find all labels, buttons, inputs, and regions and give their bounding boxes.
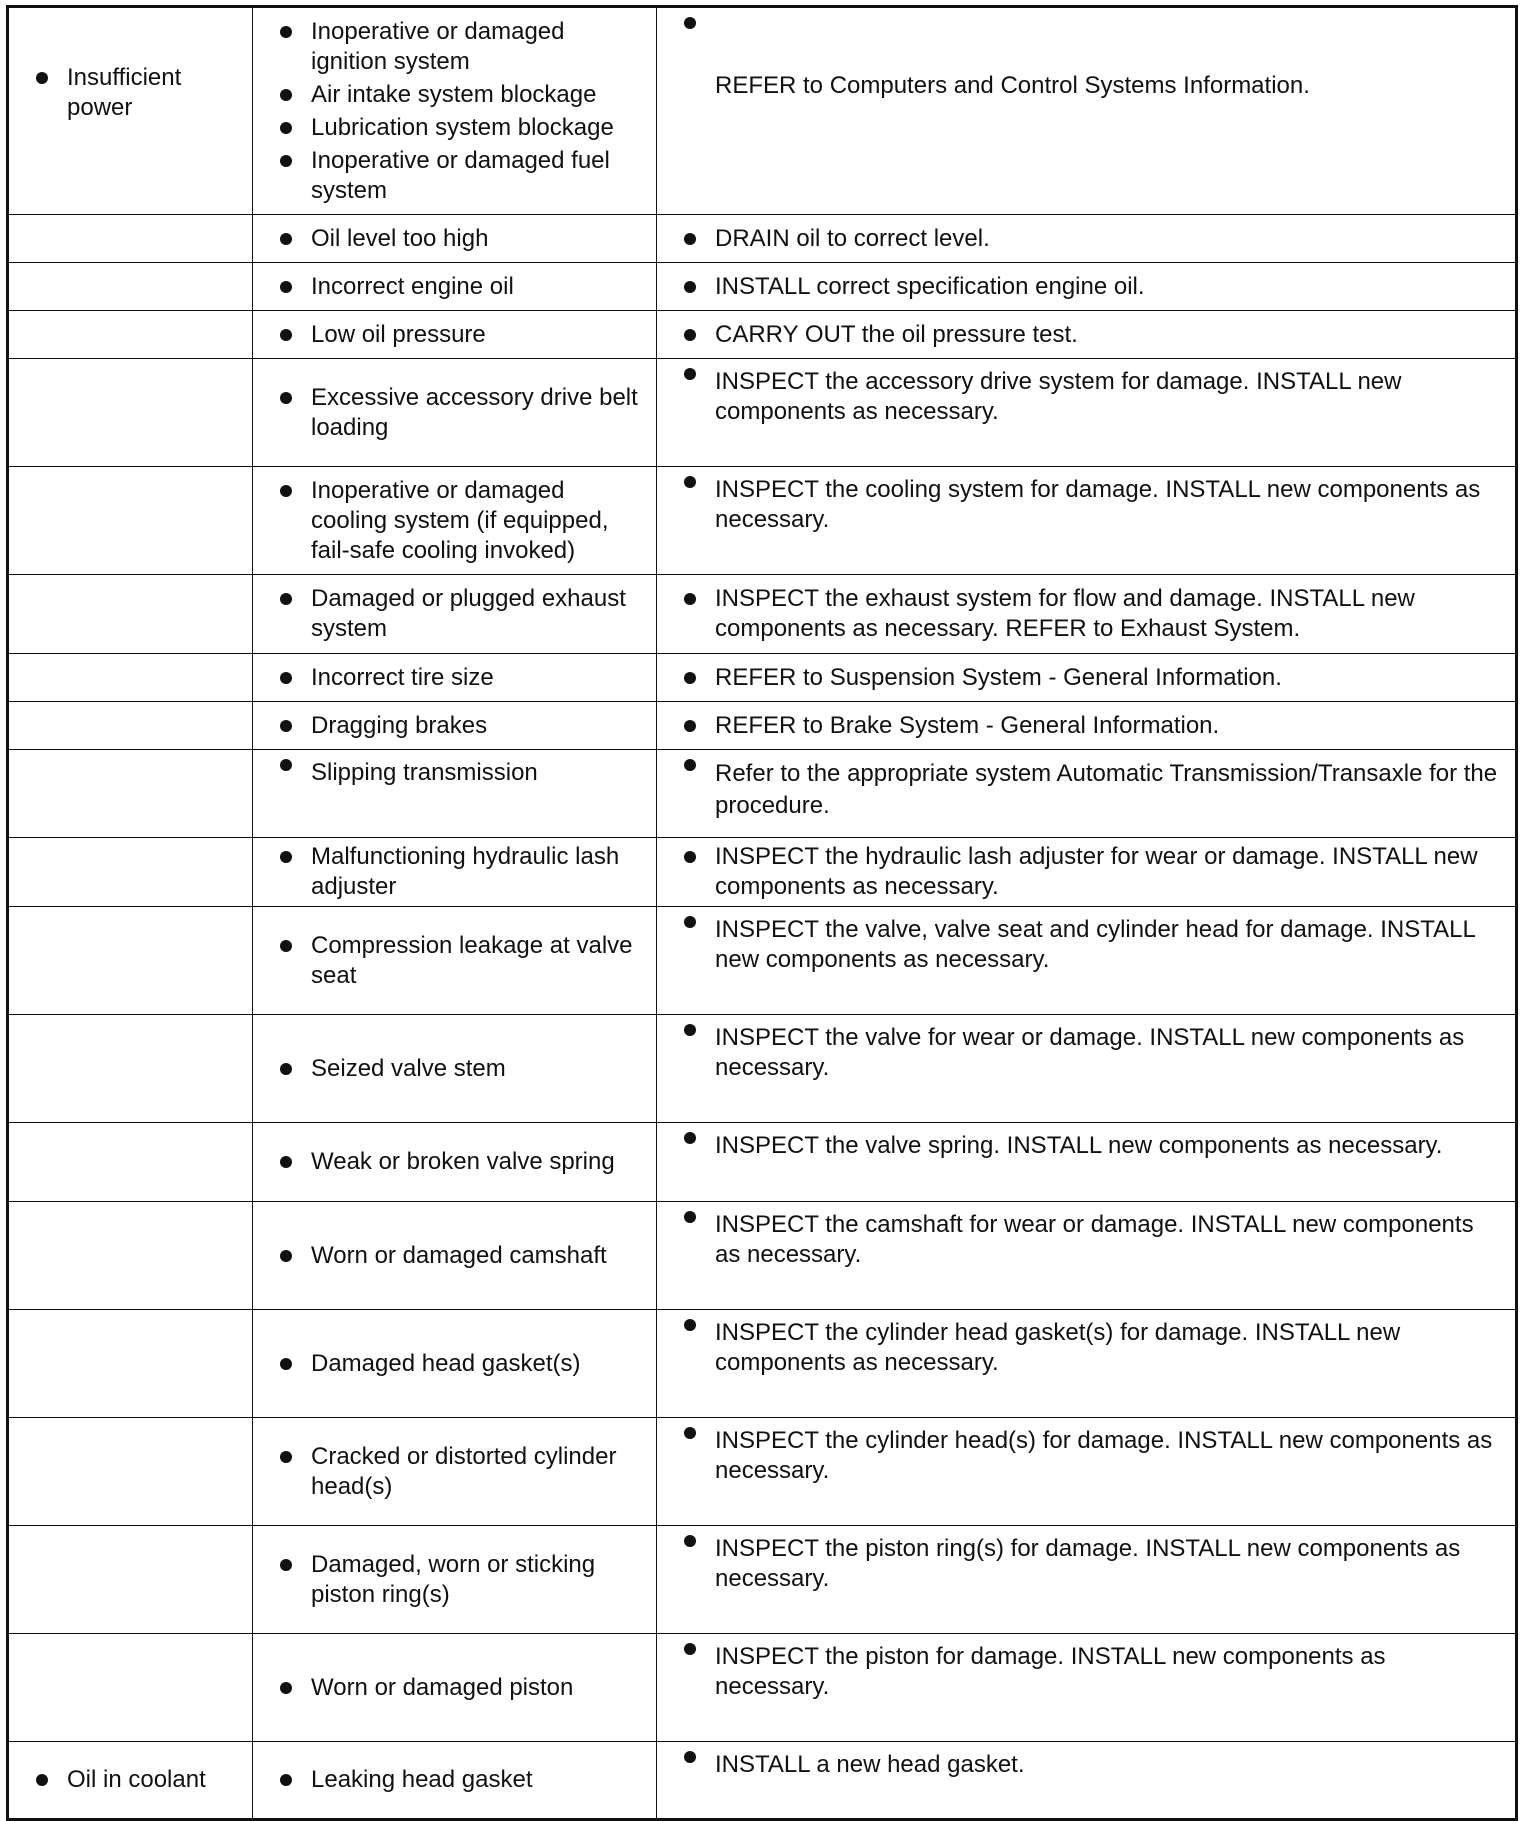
table-row — [8, 575, 1517, 654]
cause-cell — [253, 7, 657, 215]
condition-cell — [8, 750, 253, 838]
action-text: CARRY OUT the oil pressure test. — [657, 320, 1515, 350]
table-row — [8, 702, 1517, 750]
condition-cell — [8, 654, 253, 702]
cause-text: Inoperative or damaged ignition system — [253, 17, 656, 77]
condition-cell — [8, 359, 253, 467]
cause-cell — [253, 654, 657, 702]
table-row — [8, 1015, 1517, 1123]
table-row — [8, 750, 1517, 838]
condition-cell — [8, 1742, 253, 1820]
condition-cell — [8, 1418, 253, 1526]
cause-text: Weak or broken valve spring — [253, 1147, 656, 1177]
table-row — [8, 907, 1517, 1015]
action-cell — [657, 359, 1517, 467]
condition-cell — [8, 1202, 253, 1310]
cause-cell — [253, 263, 657, 311]
table-row — [8, 215, 1517, 263]
diagnosis-table — [6, 5, 1518, 1821]
action-cell — [657, 838, 1517, 907]
action-cell — [657, 263, 1517, 311]
condition-text: Insufficient power — [9, 63, 252, 123]
cause-cell — [253, 1310, 657, 1418]
condition-cell — [8, 263, 253, 311]
condition-cell — [8, 1310, 253, 1418]
condition-cell — [8, 1123, 253, 1202]
cause-text: Malfunctioning hydraulic lash adjuster — [253, 842, 656, 902]
cause-text: Inoperative or damaged cooling system (if equipped, fail-safe cooling invoked) — [253, 476, 656, 566]
condition-cell — [8, 575, 253, 654]
action-text: INSPECT the exhaust system for flow and damage. INSTALL new components as necessary. REFER to Exhaust System. — [657, 584, 1515, 644]
action-text: REFER to Suspension System - General Information. — [657, 663, 1515, 693]
table-row — [8, 311, 1517, 359]
table-row — [8, 1123, 1517, 1202]
action-text: INSPECT the piston ring(s) for damage. INSTALL new components as necessary. — [657, 1526, 1515, 1602]
cause-cell — [253, 1742, 657, 1820]
action-text: INSTALL correct specification engine oil. — [657, 272, 1515, 302]
action-cell — [657, 575, 1517, 654]
cause-cell — [253, 359, 657, 467]
table-row — [8, 1634, 1517, 1742]
action-text: INSPECT the valve spring. INSTALL new components as necessary. — [657, 1123, 1515, 1169]
action-text: INSPECT the cooling system for damage. INSTALL new components as necessary. — [657, 467, 1515, 543]
action-text: REFER to Computers and Control Systems Information. — [657, 8, 1515, 109]
cause-text: Damaged or plugged exhaust system — [253, 584, 656, 644]
action-cell — [657, 1418, 1517, 1526]
cause-text: Leaking head gasket — [253, 1765, 656, 1795]
action-text: INSPECT the valve for wear or damage. INSTALL new components as necessary. — [657, 1015, 1515, 1091]
cause-text: Seized valve stem — [253, 1054, 656, 1084]
cause-text: Excessive accessory drive belt loading — [253, 383, 656, 443]
cause-text: Worn or damaged camshaft — [253, 1241, 656, 1271]
cause-text: Incorrect tire size — [253, 663, 656, 693]
cause-text: Inoperative or damaged fuel system — [253, 146, 656, 206]
action-cell — [657, 1310, 1517, 1418]
cause-cell — [253, 1418, 657, 1526]
cause-text: Worn or damaged piston — [253, 1673, 656, 1703]
table-row — [8, 1526, 1517, 1634]
action-text: INSPECT the accessory drive system for damage. INSTALL new components as necessary. — [657, 359, 1515, 435]
table-row — [8, 263, 1517, 311]
action-cell — [657, 1123, 1517, 1202]
table-row — [8, 7, 1517, 215]
table-row — [8, 654, 1517, 702]
action-cell — [657, 1634, 1517, 1742]
condition-cell — [8, 1526, 253, 1634]
cause-cell — [253, 1123, 657, 1202]
condition-cell — [8, 838, 253, 907]
action-cell — [657, 1742, 1517, 1820]
condition-cell — [8, 7, 253, 215]
table-row — [8, 1202, 1517, 1310]
condition-cell — [8, 907, 253, 1015]
cause-cell — [253, 838, 657, 907]
condition-cell — [8, 215, 253, 263]
action-cell — [657, 750, 1517, 838]
action-text: INSPECT the cylinder head gasket(s) for damage. INSTALL new components as necessary. — [657, 1310, 1515, 1386]
cause-text: Damaged head gasket(s) — [253, 1349, 656, 1379]
table-row — [8, 1418, 1517, 1526]
cause-cell — [253, 1015, 657, 1123]
action-text: DRAIN oil to correct level. — [657, 224, 1515, 254]
action-cell — [657, 467, 1517, 575]
cause-text: Damaged, worn or sticking piston ring(s) — [253, 1550, 656, 1610]
cause-cell — [253, 702, 657, 750]
action-text: INSPECT the cylinder head(s) for damage. INSTALL new components as necessary. — [657, 1418, 1515, 1494]
table-row — [8, 1310, 1517, 1418]
condition-cell — [8, 311, 253, 359]
action-cell — [657, 654, 1517, 702]
table-row — [8, 359, 1517, 467]
cause-text: Cracked or distorted cylinder head(s) — [253, 1442, 656, 1502]
cause-text: Low oil pressure — [253, 320, 656, 350]
cause-text: Incorrect engine oil — [253, 272, 656, 302]
table-row — [8, 838, 1517, 907]
action-cell — [657, 1202, 1517, 1310]
action-text: INSPECT the piston for damage. INSTALL new components as necessary. — [657, 1634, 1515, 1710]
cause-cell — [253, 1202, 657, 1310]
cause-text: Dragging brakes — [253, 711, 656, 741]
action-cell — [657, 311, 1517, 359]
action-text: INSPECT the camshaft for wear or damage. INSTALL new components as necessary. — [657, 1202, 1515, 1278]
cause-cell — [253, 907, 657, 1015]
action-cell — [657, 7, 1517, 215]
action-cell — [657, 215, 1517, 263]
cause-cell — [253, 750, 657, 838]
action-cell — [657, 1526, 1517, 1634]
condition-cell — [8, 702, 253, 750]
action-cell — [657, 702, 1517, 750]
cause-cell — [253, 575, 657, 654]
cause-text: Lubrication system blockage — [253, 113, 656, 143]
action-cell — [657, 907, 1517, 1015]
action-text: INSPECT the hydraulic lash adjuster for wear or damage. INSTALL new components as necessary. — [657, 842, 1515, 902]
cause-text: Oil level too high — [253, 224, 656, 254]
cause-cell — [253, 311, 657, 359]
action-text: Refer to the appropriate system Automatic Transmission/Transaxle for the procedure. — [657, 750, 1515, 830]
cause-cell — [253, 215, 657, 263]
action-text: INSPECT the valve, valve seat and cylinder head for damage. INSTALL new components as necessary. — [657, 907, 1515, 983]
cause-cell — [253, 467, 657, 575]
condition-cell — [8, 467, 253, 575]
cause-cell — [253, 1526, 657, 1634]
cause-cell — [253, 1634, 657, 1742]
action-text: REFER to Brake System - General Information. — [657, 711, 1515, 741]
cause-text: Compression leakage at valve seat — [253, 931, 656, 991]
action-cell — [657, 1015, 1517, 1123]
cause-text: Slipping transmission — [253, 750, 656, 796]
condition-cell — [8, 1015, 253, 1123]
table-row — [8, 467, 1517, 575]
condition-cell — [8, 1634, 253, 1742]
table-row — [8, 1742, 1517, 1820]
cause-text: Air intake system blockage — [253, 80, 656, 110]
condition-text: Oil in coolant — [9, 1765, 252, 1795]
action-text: INSTALL a new head gasket. — [657, 1742, 1515, 1788]
